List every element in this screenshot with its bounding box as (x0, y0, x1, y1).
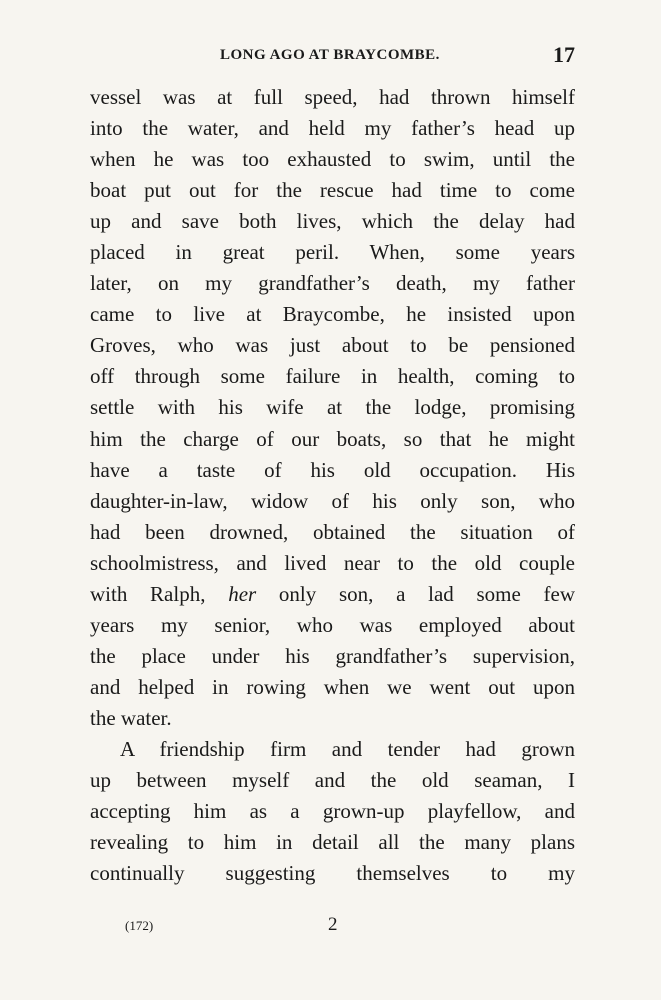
text-line: into the water, and held my father’s head up (90, 116, 575, 141)
running-head (90, 42, 575, 72)
text-line: the place under his grandfather’s supervision, (90, 643, 575, 668)
text-line-with-emphasis (90, 579, 575, 610)
text-line: boat put out for the rescue had time to come (90, 178, 575, 203)
text-line: revealing to him in detail all the many plans (90, 830, 575, 855)
text-line: placed in great peril. When, some years (90, 240, 575, 265)
text-line: vessel was at full speed, had thrown himself (90, 85, 575, 109)
text-line: and helped in rowing when we went out upon (90, 674, 575, 699)
text-line: up between myself and the old seaman, I (90, 768, 575, 793)
running-title: LONG AGO AT BRAYCOMBE. (220, 47, 440, 63)
emphasis-word: her (228, 581, 257, 606)
text-line: the water. (90, 705, 172, 730)
text-line: accepting him as a grown-up playfellow, and (90, 799, 575, 824)
text-line: off through some failure in health, coming to (90, 364, 575, 389)
footer (125, 914, 365, 940)
text-line: him the charge of our boats, so that he might (90, 426, 575, 451)
text-line: daughter-in-law, widow of his only son, who (90, 488, 575, 513)
text-segment: with Ralph, (90, 581, 229, 606)
page-number: 17 (553, 42, 575, 67)
paragraph-start-line: A friendship firm and tender had grown (120, 736, 575, 761)
printer-code: (172) (125, 918, 154, 933)
text-line: have a taste of his old occupation. His (90, 457, 575, 482)
text-line: Groves, who was just about to be pensioned (90, 333, 575, 358)
text-line: settle with his wife at the lodge, promising (90, 395, 575, 420)
text-segment: only son, a lad some few (256, 581, 576, 606)
text-line: schoolmistress, and lived near to the old couple (90, 550, 575, 575)
text-line: up and save both lives, which the delay had (90, 209, 575, 234)
body-text (90, 82, 575, 889)
text-line: had been drowned, obtained the situation of (90, 519, 575, 544)
text-line: when he was too exhausted to swim, until the (90, 147, 575, 172)
text-line: later, on my grandfather’s death, my father (90, 271, 575, 296)
text-line: years my senior, who was employed about (90, 612, 575, 637)
text-line: continually suggesting themselves to my (90, 861, 575, 886)
text-line: came to live at Braycombe, he insisted upon (90, 302, 575, 327)
signature-mark: 2 (328, 914, 338, 935)
